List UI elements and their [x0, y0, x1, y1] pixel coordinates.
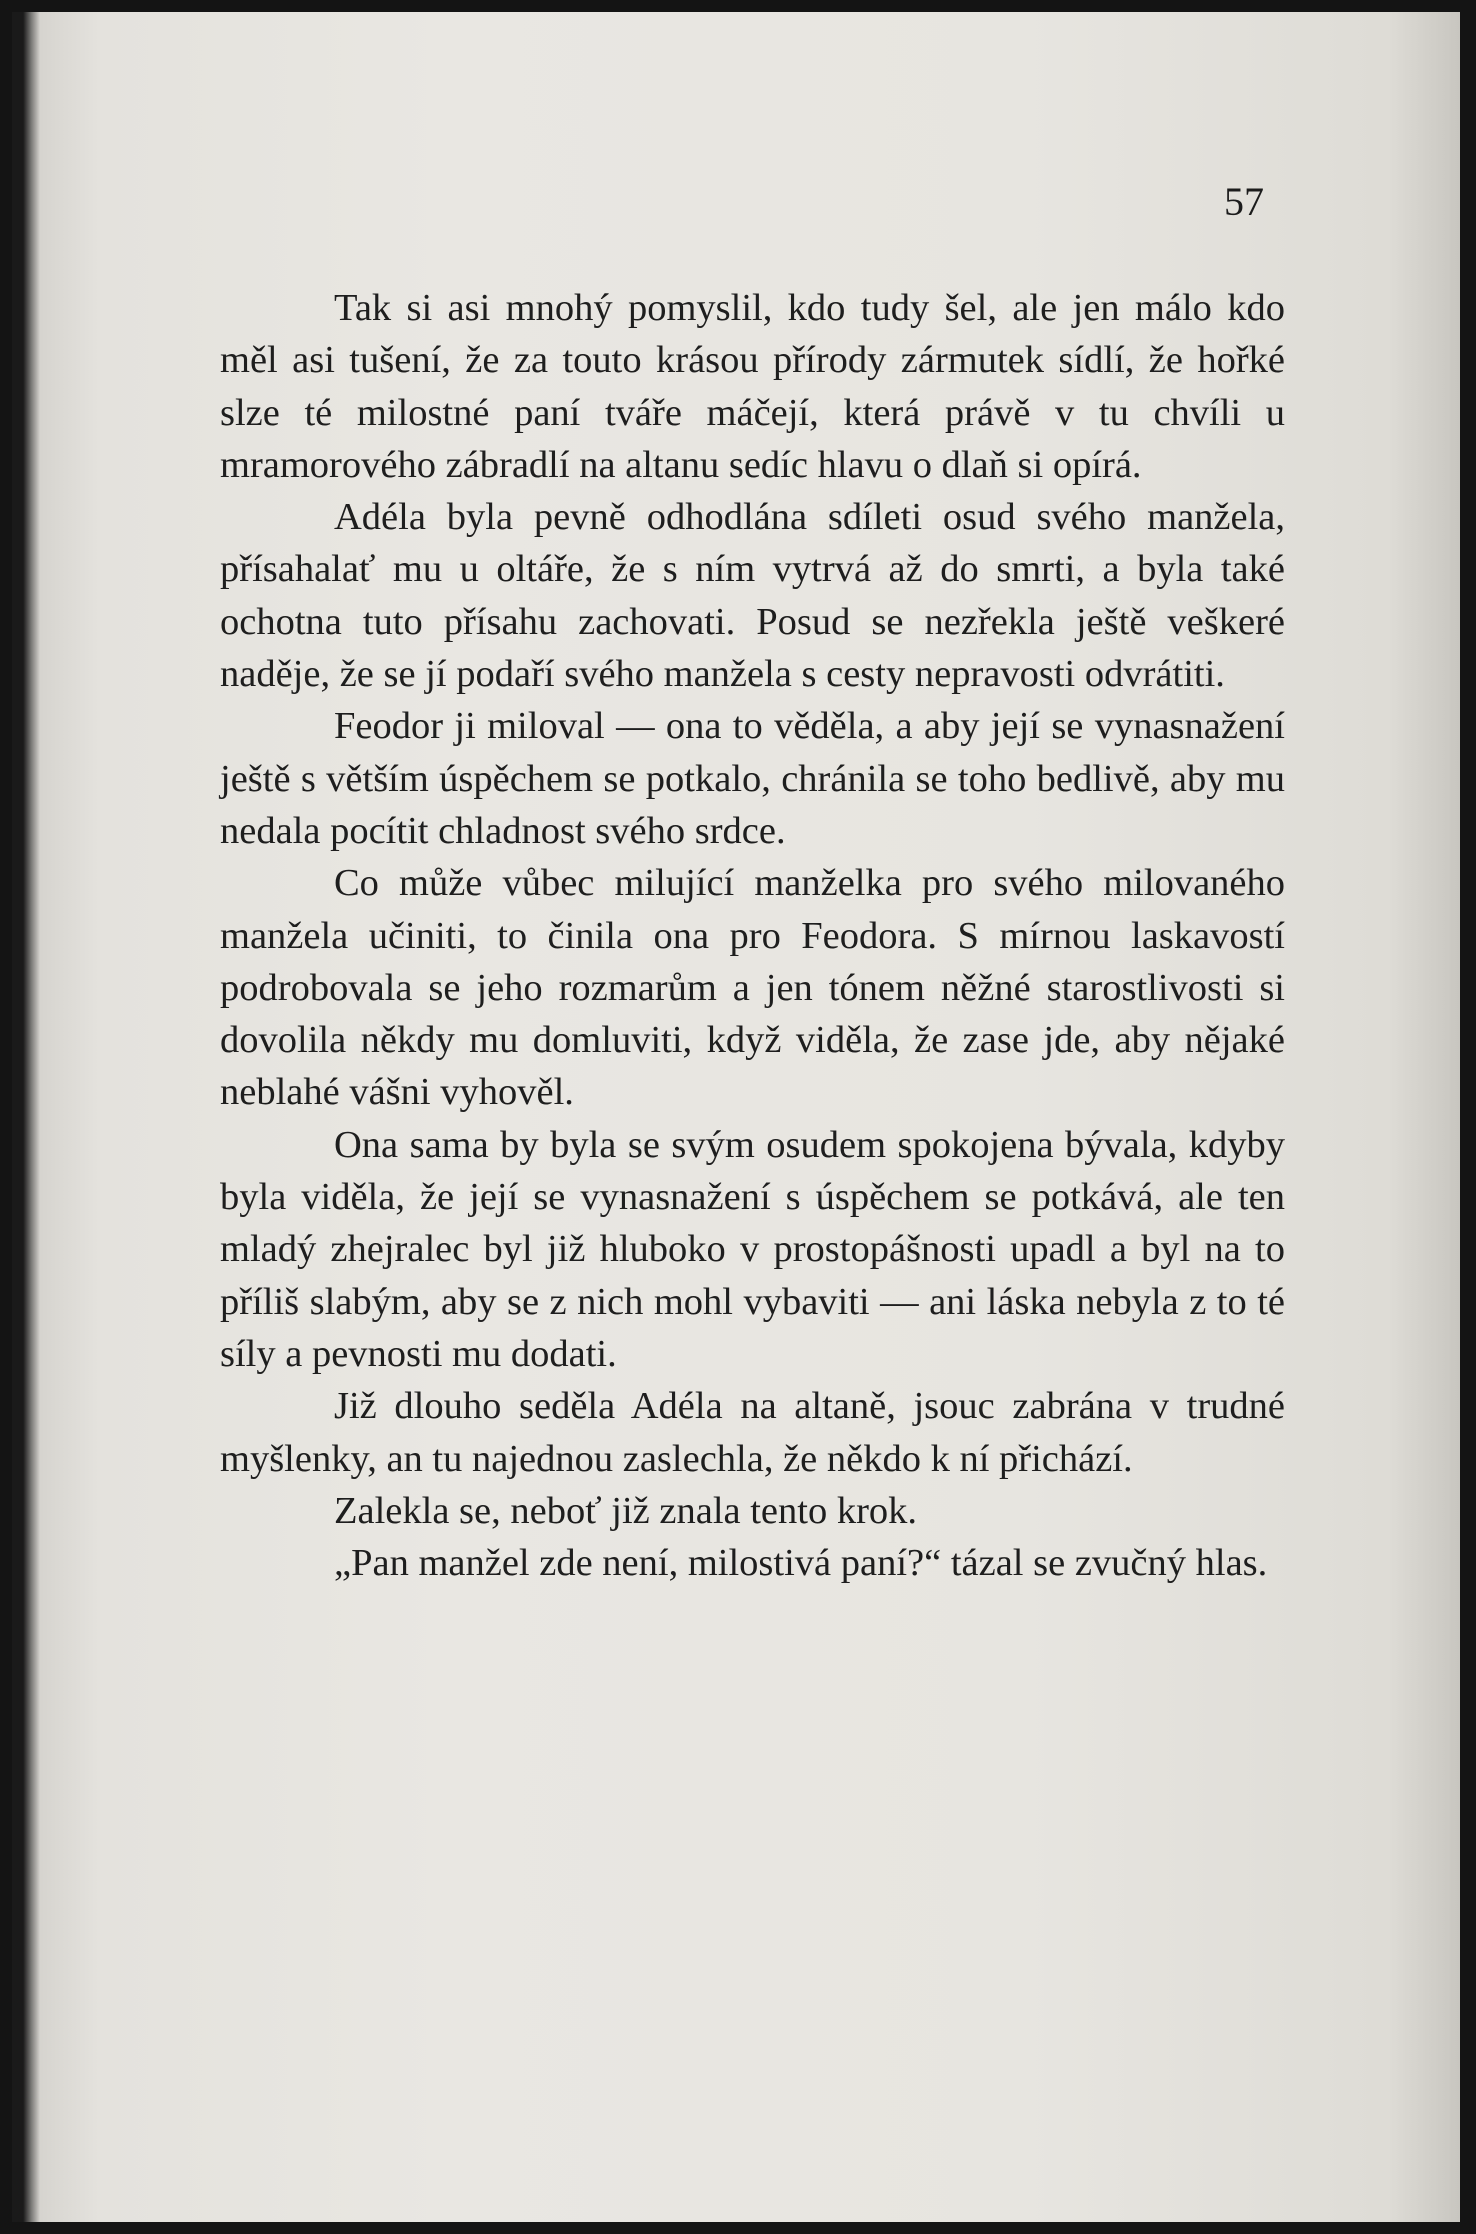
paragraph: Tak si asi mnohý pomyslil, kdo tudy šel, ale jen málo kdo měl asi tušení, že za touto krásou přírody zármutek sídlí, že hořké slze té milostné paní tváře máčejí, která právě v tu chvíli u mramorového zábradlí na altanu sedíc hlavu o dlaň si opírá.: [220, 287, 1285, 486]
body-text: [220, 282, 1285, 1589]
paragraph: Ona sama by byla se svým osudem spokojena bývala, kdyby byla viděla, že její se vynasnažení s úspěchem se potkává, ale ten mladý zhejralec byl již hluboko v prostopášnosti upadl a byl na to příliš slabým, aby se z nich mohl vybaviti — ani láska nebyla z to té síly a pevnosti mu dodati.: [220, 1123, 1285, 1375]
paragraph: Feodor ji miloval — ona to věděla, a aby její se vynasnažení ještě s větším úspěchem se potkalo, chránila se toho bedlivě, aby mu nedala pocítit chladnost svého srdce.: [220, 705, 1285, 852]
paragraph: „Pan manžel zde není, milostivá paní?“ tázal se zvučný hlas.: [334, 1542, 1268, 1585]
book-page: [12, 12, 1460, 2222]
paragraph: Již dlouho seděla Adéla na altaně, jsouc zabrána v trudné myšlenky, an tu najednou zaslechla, že někdo k ní přichází.: [220, 1385, 1285, 1480]
page-number: 57: [1224, 179, 1264, 224]
paragraph: Zalekla se, neboť již znala tento krok.: [334, 1489, 918, 1532]
paragraph: Co může vůbec milující manželka pro svého milovaného manžela učiniti, to činila ona pro Feodora. S mírnou laskavostí podrobovala se jeho rozmarům a jen tónem něžné starostlivosti si dovolila někdy mu domluviti, když viděla, že zase jde, aby nějaké neblahé vášni vyhověl.: [220, 862, 1285, 1114]
paragraph: Adéla byla pevně odhodlána sdíleti osud svého manžela, přísahalať mu u oltáře, že s ním vytrvá až do smrti, a byla také ochotna tuto přísahu zachovati. Posud se nezřekla ještě veškeré naděje, že se jí podaří svého manžela s cesty nepravosti odvrátiti.: [220, 496, 1285, 696]
